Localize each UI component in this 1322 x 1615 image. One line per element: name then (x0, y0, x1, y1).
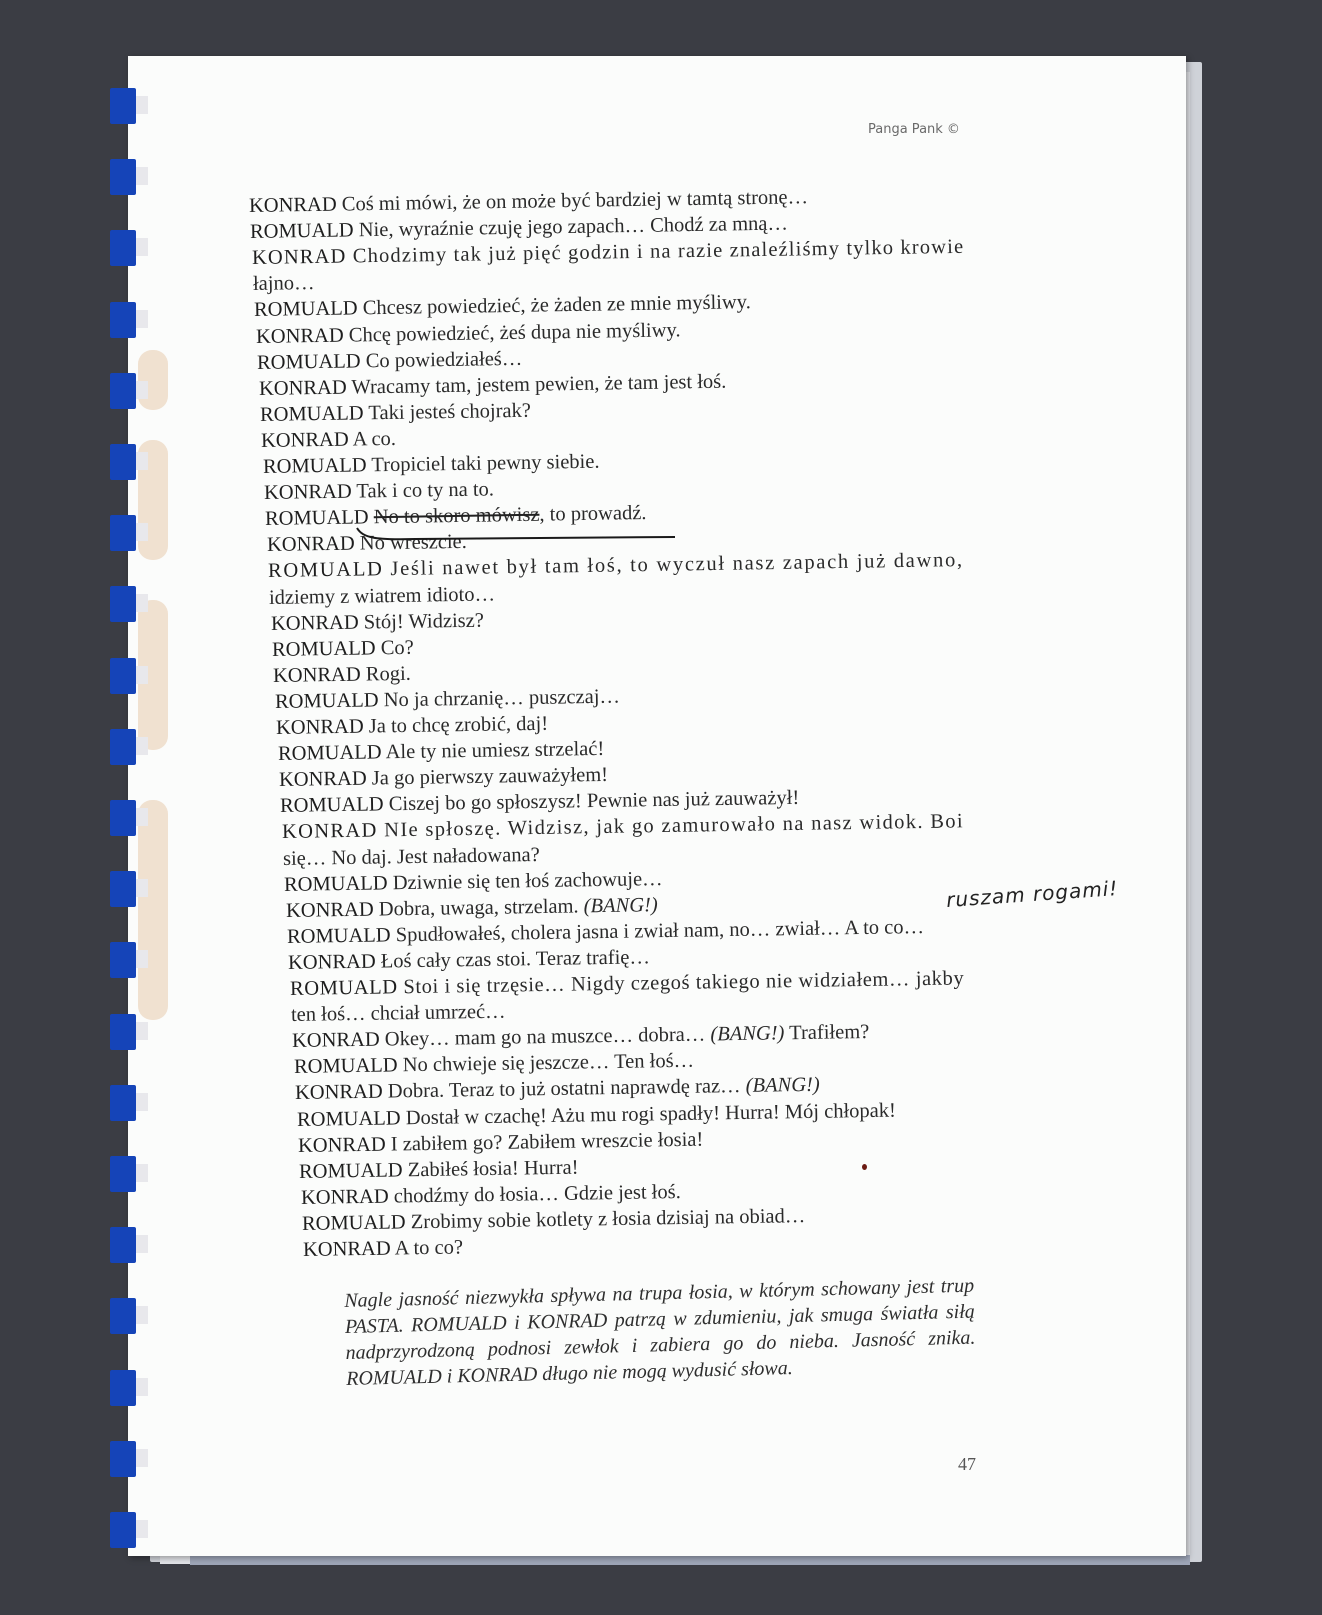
speaker-name: KONRAD (270, 611, 359, 635)
spiral-binding (110, 80, 170, 1570)
line-text: Stój! Widzisz? (363, 609, 484, 634)
ink-dot (862, 1164, 867, 1170)
speaker-name: ROMUALD (277, 741, 382, 766)
line-text: Wracamy tam, jestem pewien, że tam jest łoś. (350, 370, 726, 399)
binding-coil (110, 515, 136, 551)
line-text: Stoi i się trzęsie… Nigdy czegoś takiego nie widziałem… jakby (402, 967, 965, 999)
line-text: Zrobimy sobie kotlety z łosia dzisiaj na obiad… (410, 1204, 806, 1234)
line-text: Dobra. Teraz to już ostatni naprawdę raz… (387, 1075, 741, 1103)
line-text: Ale ty nie umiesz strzelać! (384, 737, 604, 764)
line-text: Co powiedziałeś… (365, 347, 523, 372)
speaker-name: KONRAD (261, 428, 350, 452)
line-text: Okey… mam go na muszce… dobra… (385, 1023, 706, 1051)
speaker-name: ROMUALD (259, 402, 364, 426)
line-text: Ja go pierwszy zauważyłem! (371, 764, 609, 790)
dialogue-line (303, 1235, 463, 1262)
line-text: No ja chrzanię… puszczaj… (383, 685, 620, 712)
line-text: chodźmy do łosia… Gdzie jest łoś. (393, 1180, 681, 1208)
speaker-name: KONRAD (294, 1081, 384, 1105)
line-continuation: łajno… (252, 272, 315, 296)
dialogue-line (260, 399, 531, 427)
speaker-name: ROMUALD (286, 924, 391, 948)
speaker-name: KONRAD (288, 950, 377, 974)
line-text: Spudłowałeś, cholera jasna i zwiał nam, no… zwiał… A to co… (395, 915, 925, 947)
line-text: NIe spłoszę. Widzisz, jak go zamurowało na nasz widok. Boi (383, 810, 964, 842)
line-continuation: ten łoś… chciał umrzeć… (290, 1000, 506, 1027)
line-text: Rogi. (366, 662, 412, 686)
speaker-name: ROMUALD (256, 349, 361, 374)
handwritten-underline (355, 524, 685, 546)
speaker-name: KONRAD (258, 376, 347, 400)
speaker-name: KONRAD (275, 715, 365, 739)
dialogue-line (273, 662, 411, 688)
binding-coil (110, 871, 136, 907)
speaker-name: ROMUALD (296, 1106, 401, 1131)
line-text: Tropiciel taki pewny siebie. (370, 450, 600, 477)
speaker-name: ROMUALD (265, 506, 370, 531)
speaker-name: ROMUALD (267, 558, 384, 583)
speaker-name: KONRAD (278, 767, 367, 792)
speaker-name: KONRAD (251, 245, 347, 270)
speaker-name: ROMUALD (250, 219, 355, 244)
dialogue-line (264, 477, 494, 505)
binding-coil (110, 586, 136, 622)
stage-cue: (BANG!) (745, 1074, 821, 1098)
line-text: Dziwnie się ten łoś zachowuje… (392, 867, 664, 894)
binding-coil (110, 729, 136, 765)
line-text: Jeśli nawet był tam łoś, to wyczuł nasz zapach już dawno, (390, 549, 964, 581)
line-text: , to prowadź. (539, 502, 647, 526)
binding-coil (110, 1156, 136, 1192)
speaker-name: ROMUALD (289, 976, 398, 1000)
line-text: Nie, wyraźnie czuję jego zapach… Chodź za mną… (358, 212, 789, 242)
line-text: A co. (352, 427, 397, 451)
binding-coil (110, 1512, 136, 1548)
line-text: No chwieje się jeszcze… Ten łoś… (402, 1050, 695, 1077)
dialogue-line (299, 1155, 579, 1183)
line-text: Taki jesteś chojrak? (368, 399, 531, 425)
binding-coil (110, 88, 136, 124)
stage-direction: Nagle jasność niezwykła spływa na trupa łosia, w którym schowany jest trup PASTA. ROMUALD i KONRAD patrzą w zdumieniu, jak smuga światła siłą nadprzyrodzoną podnosi zewłok i zabiera go do nieba. Jasność znika. ROMUALD i KONRAD długo nie mogą wydusić słowa. (344, 1274, 976, 1390)
author-header: Panga Pank © (868, 122, 960, 137)
speaker-name: ROMUALD (293, 1054, 398, 1079)
speaker-name: KONRAD (273, 663, 362, 687)
line-text: Zabiłeś łosia! Hurra! (407, 1156, 579, 1181)
speaker-name: ROMUALD (262, 454, 367, 478)
dialogue-line (253, 271, 315, 296)
line-text: Dostał w czachę! Ażu mu rogi spadły! Hurra! Mój chłopak! (405, 1099, 896, 1129)
speaker-name: ROMUALD (254, 297, 359, 322)
line-text: No wreszcie. (359, 531, 467, 555)
speaker-name: ROMUALD (280, 793, 385, 818)
binding-coil (110, 1441, 136, 1477)
speaker-name: KONRAD (281, 819, 378, 844)
binding-coil (110, 373, 136, 409)
line-text: Ja to chcę zrobić, daj! (368, 712, 549, 738)
page-bottom-edge (190, 1555, 1190, 1565)
line-text: Coś mi mówi, że on może być bardziej w tamtą stronę… (341, 186, 809, 216)
binding-coil (110, 1370, 136, 1406)
speaker-name: KONRAD (285, 898, 374, 922)
line-text: I zabiłem go? Zabiłem wreszcie łosia! (390, 1128, 704, 1156)
binding-coil (110, 1085, 136, 1121)
handwritten-note: ruszam rogami! (945, 876, 1120, 912)
speaker-name: ROMUALD (284, 871, 389, 896)
speaker-name: ROMUALD (299, 1159, 404, 1183)
binding-coil (110, 230, 136, 266)
dialogue-line (276, 712, 548, 740)
line-text: A to co? (394, 1236, 464, 1260)
stage-cue: (BANG!) (583, 893, 658, 918)
speaker-name: KONRAD (303, 1237, 392, 1261)
line-continuation: się… No daj. Jest naładowana? (282, 843, 540, 870)
speaker-name: KONRAD (263, 480, 352, 505)
line-text: Co? (380, 636, 415, 659)
dialogue-line (271, 608, 484, 635)
binding-coil (110, 444, 136, 480)
binding-coil (110, 302, 136, 338)
page-number: 47 (958, 1454, 976, 1474)
dialogue-line (269, 582, 495, 610)
struck-text: No to skoro mówisz (373, 503, 540, 529)
line-text-after: Trafiłem? (789, 1021, 870, 1045)
dialogue-line (257, 346, 523, 374)
speaker-name: KONRAD (300, 1185, 389, 1209)
dialogue-line (272, 635, 414, 661)
speaker-name: KONRAD (266, 532, 355, 557)
binding-coil (110, 1298, 136, 1334)
line-text: Chcesz powiedzieć, że żaden ze mnie myśliwy. (363, 291, 752, 320)
stage-cue: (BANG!) (710, 1022, 786, 1046)
line-text: Ciszej bo go spłoszysz! Pewnie nas już zauważył! (388, 787, 800, 816)
line-continuation: idziemy z wiatrem idioto… (269, 582, 496, 609)
binding-coil (110, 1227, 136, 1263)
line-text: Chcę powiedzieć, żeś dupa nie myśliwy. (348, 318, 681, 347)
dialogue-line (291, 1000, 506, 1027)
speaker-name: KONRAD (297, 1133, 386, 1157)
dialogue-line (261, 427, 396, 453)
binding-coil (110, 1014, 136, 1050)
line-text: Tak i co ty na to. (356, 478, 495, 503)
speaker-name: ROMUALD (274, 689, 379, 713)
binding-coil (110, 800, 136, 836)
speaker-name: ROMUALD (271, 637, 376, 661)
speaker-name: KONRAD (255, 324, 344, 348)
speaker-name: KONRAD (248, 193, 337, 217)
speaker-name: ROMUALD (301, 1211, 406, 1235)
line-text: Łoś cały czas stoi. Teraz trafię… (380, 946, 651, 973)
binding-coil (110, 658, 136, 694)
dialogue-line (283, 842, 540, 870)
line-text: Chodzimy tak już pięć godzin i na razie znaleźliśmy tylko krowie (352, 236, 965, 268)
binding-coil (110, 159, 136, 195)
binding-coil (110, 942, 136, 978)
speaker-name: KONRAD (292, 1028, 381, 1053)
line-text: Dobra, uwaga, strzelam. (378, 895, 579, 921)
